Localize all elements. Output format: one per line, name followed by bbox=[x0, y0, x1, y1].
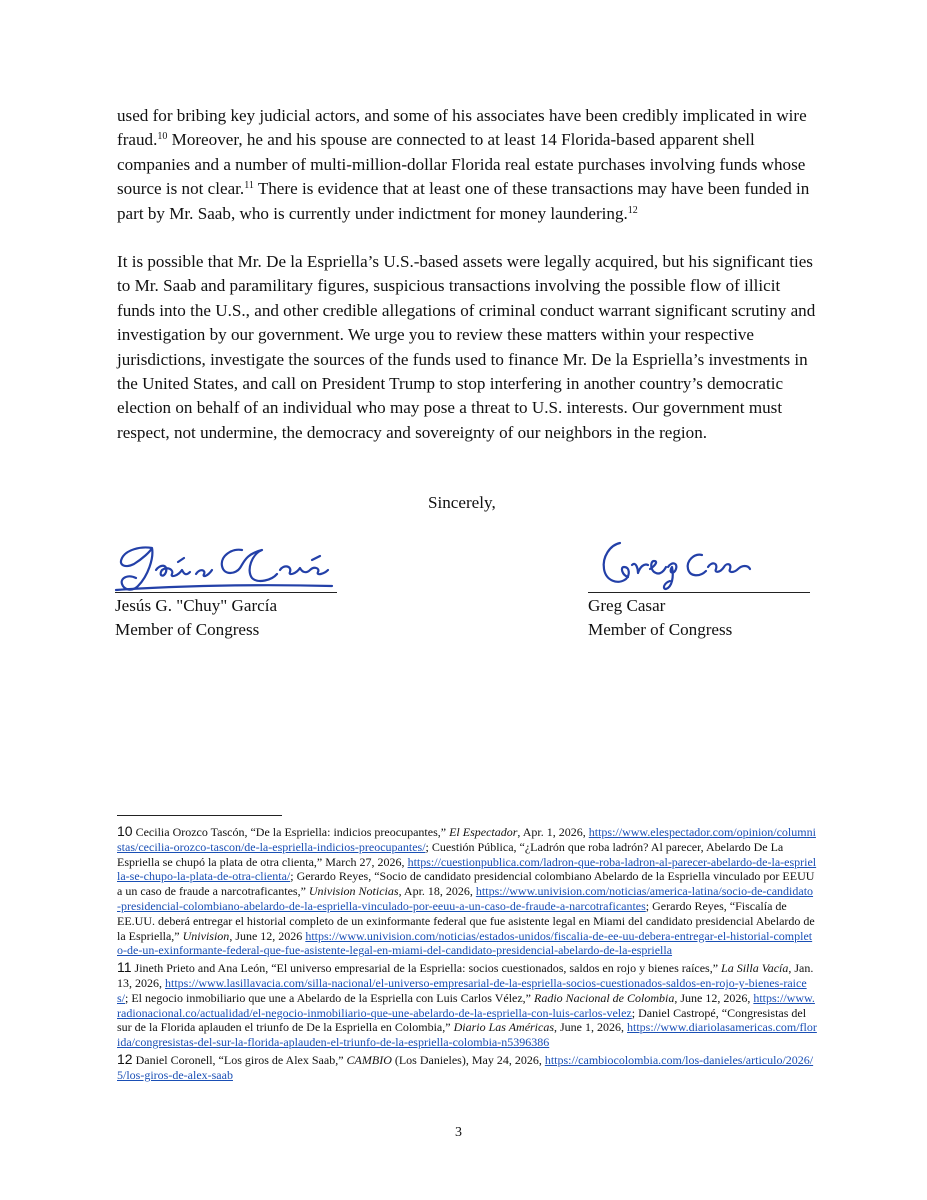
signature-block-garcia bbox=[115, 592, 337, 642]
footnote-text: , Apr. 18, 2026, bbox=[398, 884, 476, 899]
signer-name: Greg Casar bbox=[588, 596, 666, 615]
footnote-text: ; Gerardo Reyes, “Socio de candidato presidencial colombiano Abelardo de la Espriella vinculado por EEUU a un caso de fraude a narcotraficantes,” bbox=[117, 869, 815, 899]
footnote-link[interactable]: https://www.univision.com/noticias/america-latina/socio-de-candidato-presidencial-colombiano-abelardo-de-la-espriella-vinculado-por-eeuu-a-un-caso-de-fraude-a-narcotraficantes bbox=[117, 884, 814, 913]
signature-garcia bbox=[112, 540, 337, 595]
footnote-link[interactable]: https://cambiocolombia.com/los-danieles/articulo/2026/5/los-giros-de-alex-saab bbox=[117, 1052, 814, 1082]
footnote-source: Radio Nacional de Colombia bbox=[534, 990, 675, 1005]
footnote-source: Diario Las Américas bbox=[453, 1020, 555, 1035]
footnote-link[interactable]: https://www.elespectador.com/opinion/columnistas/cecilia-orozco-tascon/de-la-espriella-indicios-preocupantes/ bbox=[117, 825, 816, 854]
footnote-link[interactable]: https://www.univision.com/noticias/estados-unidos/fiscalia-de-ee-uu-debera-entregar-el-historial-completo-de-un-exinformante-federal-que-fue-asistente-legal-en-miami-del-candidato-presidencial-abelardo-de-la-espriella bbox=[117, 928, 813, 958]
footnote-text: (Los Danieles), May 24, 2026, bbox=[391, 1052, 545, 1067]
footnote-source: Univision bbox=[182, 928, 230, 943]
footnote-source: CAMBIO bbox=[346, 1052, 392, 1067]
footnote-separator bbox=[117, 815, 282, 816]
paragraph-1-part-b: Moreover, he and his spouse are connected to at least 14 Florida-based apparent shell companies and a number of multi-million-dollar Florida real estate purchases involving funds whose source is not clear. bbox=[117, 130, 806, 199]
signature-line bbox=[115, 592, 337, 593]
footnote-text: ; Cuestión Pública, “¿Ladrón que roba ladrón? Al parecer, Abelardo De La Espriella se chupó la plata de otra clienta,” March 27, 2026, bbox=[117, 839, 784, 869]
signature-block-casar bbox=[588, 592, 810, 642]
footnote-number: 12 bbox=[117, 1050, 133, 1067]
signature-line bbox=[588, 592, 810, 593]
footnote-ref-10[interactable]: 10 bbox=[157, 131, 168, 143]
footnote-12 bbox=[117, 1052, 817, 1083]
footnote-text: , June 12, 2026, bbox=[674, 990, 754, 1005]
footnote-text: , Jan. 13, 2026, bbox=[117, 961, 814, 990]
footnote-link[interactable]: https://www.radionacional.co/actualidad/el-negocio-inmobiliario-que-une-abelardo-de-la-espriella-con-luis-carlos-velez bbox=[117, 990, 815, 1020]
signer-title: Member of Congress bbox=[588, 620, 733, 639]
footnote-text: , June 12, 2026 bbox=[229, 928, 306, 943]
footnote-text: ; El negocio inmobiliario que une a Abelardo de la Espriella con Luis Carlos Vélez,” bbox=[125, 990, 535, 1005]
footnote-10 bbox=[117, 824, 817, 958]
page-number: 3 bbox=[455, 1125, 462, 1140]
footnote-ref-11[interactable]: 11 bbox=[244, 180, 254, 192]
footnote-text: ; Daniel Castropé, “Congresistas del sur de la Florida aplauden el triunfo de De la Espriella en Colombia,” bbox=[117, 1005, 807, 1035]
footnote-link[interactable]: https://cuestionpublica.com/ladron-que-roba-ladron-al-parecer-abelardo-de-la-espriella-se-chupo-la-plata-de-otra-clienta/ bbox=[117, 854, 817, 884]
footnote-source: La Silla Vacía bbox=[721, 961, 789, 976]
signature-casar bbox=[598, 535, 758, 595]
footnote-text: Daniel Coronell, “Los giros de Alex Saab,” bbox=[135, 1052, 347, 1067]
footnote-ref-12[interactable]: 12 bbox=[627, 204, 638, 216]
footnote-source: Univision Noticias bbox=[308, 884, 399, 899]
footnote-text: Jineth Prieto and Ana León, “El universo empresarial de la Espriella: socios cuestionados, saldos en rojo y bienes raíces,” bbox=[134, 961, 722, 976]
footnote-number: 10 bbox=[117, 823, 133, 839]
letter-body bbox=[117, 104, 817, 469]
paragraph-1-part-a: used for bribing key judicial actors, and some of his associates have been credibly implicated in wire fraud. bbox=[117, 106, 807, 150]
footnote-number: 11 bbox=[117, 959, 132, 976]
paragraph-2: It is possible that Mr. De la Espriella’s U.S.-based assets were legally acquired, but his significant ties to Mr. Saab and paramilitary figures, suspicious transactions involving the possible flow of illicit funds into the U.S., and other credible allegations of criminal conduct warrant significant scrutiny and investigation by our government. We urge you to review these matters within your respective jurisdictions, investigate the sources of the funds used to finance Mr. De la Espriella’s investments in the United States, and call on President Trump to stop interfering in another country’s democratic election on behalf of an individual who may pose a threat to U.S. interests. Our government must respect, not undermine, the democracy and sovereignty of our neighbors in the region. bbox=[117, 252, 816, 442]
footnote-text: ; Gerardo Reyes, “Fiscalía de EE.UU. deberá entregar el historial completo de un exinformante federal que fue asistente legal en Miami del candidato presidencial Abelardo de la Espriella,” bbox=[117, 898, 815, 943]
paragraph-1 bbox=[117, 104, 817, 226]
closing: Sincerely, bbox=[428, 493, 496, 512]
footnote-text: , Apr. 1, 2026, bbox=[517, 825, 589, 839]
footnote-11 bbox=[117, 960, 817, 1050]
signer-name: Jesús G. "Chuy" García bbox=[115, 596, 278, 615]
footnote-text: , June 1, 2026, bbox=[554, 1020, 628, 1035]
signer-title: Member of Congress bbox=[115, 620, 260, 639]
footnote-link[interactable]: https://www.lasillavacia.com/silla-nacional/el-universo-empresarial-de-la-espriella-socios-cuestionados-saldos-en-rojo-y-bienes-raices/ bbox=[117, 975, 807, 1005]
paragraph-1-part-c: There is evidence that at least one of these transactions may have been funded in part by Mr. Saab, who is currently under indictment for money laundering. bbox=[117, 179, 810, 223]
footnote-text: Cecilia Orozco Tascón, “De la Espriella: indicios preocupantes,” bbox=[135, 825, 450, 839]
footnotes bbox=[117, 824, 817, 1085]
footnote-link[interactable]: https://www.diariolasamericas.com/florida/congresistas-del-sur-la-florida-aplauden-el-triunfo-de-la-espriella-colombia-n5396386 bbox=[117, 1020, 817, 1050]
footnote-source: El Espectador bbox=[449, 825, 518, 839]
